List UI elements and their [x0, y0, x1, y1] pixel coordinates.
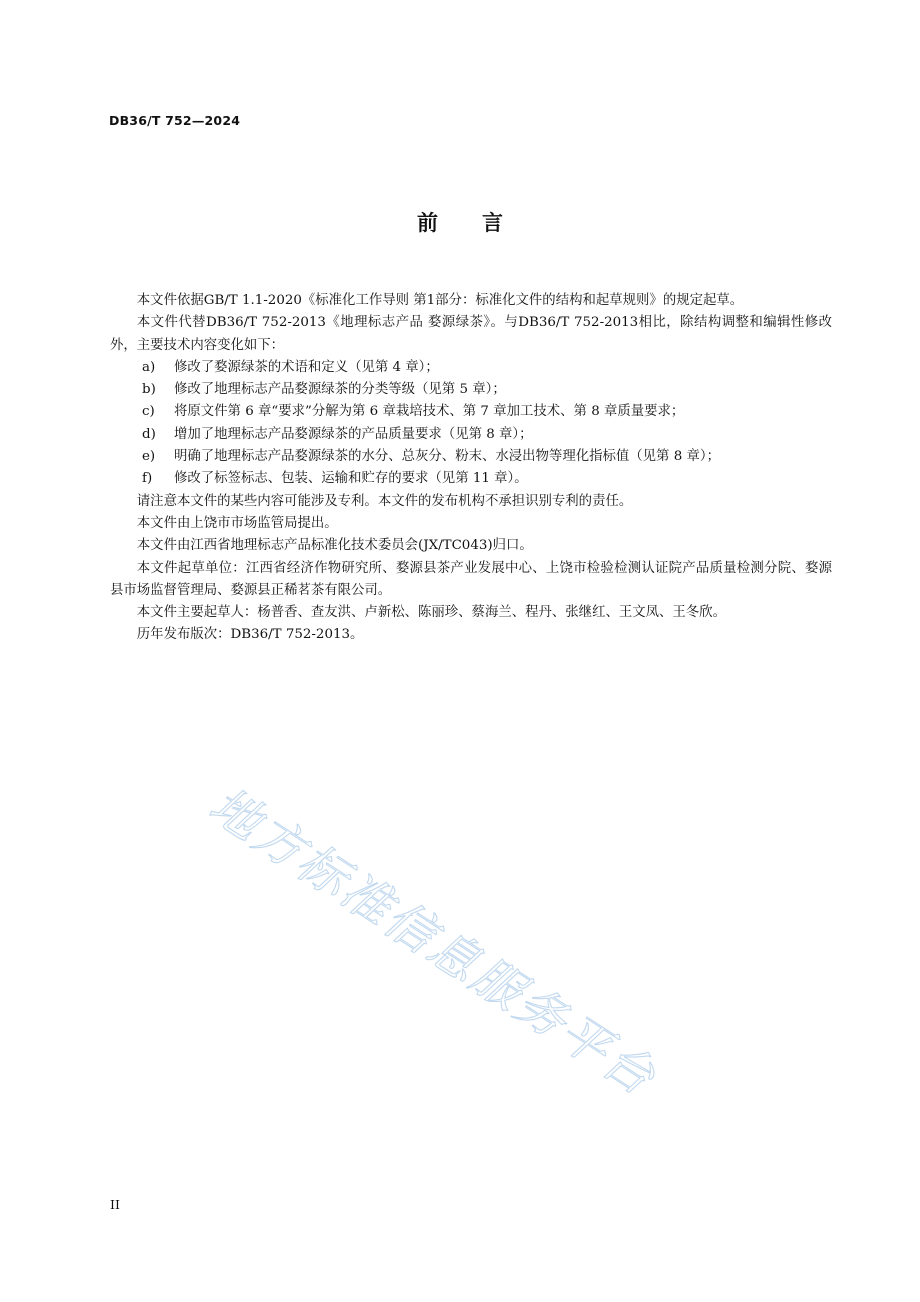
list-item [110, 401, 832, 423]
paragraph-drafters: 本文件主要起草人：杨普香、查友洪、卢新松、陈丽珍、蔡海兰、程丹、张继红、王文凤、王冬欣。 [136, 605, 726, 621]
paragraph-proposed-by: 本文件由上饶市市场监管局提出。 [136, 515, 338, 531]
list-item [110, 468, 832, 490]
list-marker: c) [142, 404, 155, 420]
change-list [110, 357, 832, 491]
page-number: II [110, 1197, 120, 1212]
list-marker: a) [142, 359, 156, 375]
list-text: 明确了地理标志产品婺源绿茶的水分、总灰分、粉末、水浸出物等理化指标值（见第 8 章）； [174, 449, 720, 465]
header-doc-code: DB36/T 752—2024 [109, 113, 241, 128]
list-text: 将原文件第 6 章“要求”分解为第 6 章栽培技术、第 7 章加工技术、第 8 章质量要求； [174, 404, 685, 420]
list-marker: e) [142, 449, 156, 465]
paragraph-basis: 本文件依据GB/T 1.1-2020《标准化工作导则 第1部分：标准化文件的结构和起草规则》的规定起草。 [136, 293, 744, 308]
list-item [110, 446, 832, 468]
paragraph-history: 历年发布版次：DB36/T 752-2013。 [136, 627, 364, 643]
list-marker: d) [142, 426, 156, 442]
paragraph-centralized-by: 本文件由江西省地理标志产品标准化技术委员会(JX/TC043)归口。 [136, 538, 533, 554]
paragraph-replaces: 本文件代替DB36/T 752-2013《地理标志产品 婺源绿茶》。与DB36/T 752-2013相比，除结构调整和编辑性修改外，主要技术内容变化如下： [110, 315, 832, 353]
foreword-content [110, 290, 832, 647]
list-text: 修改了地理标志产品婺源绿茶的分类等级（见第 5 章）； [174, 382, 506, 398]
list-marker: b) [142, 382, 156, 398]
list-item [110, 357, 832, 379]
list-text: 修改了标签标志、包装、运输和贮存的要求（见第 11 章）。 [174, 471, 528, 487]
watermark: 地方标准信息服务平台 [199, 776, 667, 1108]
paragraph-drafting-units: 本文件起草单位：江西省经济作物研究所、婺源县茶产业发展中心、上饶市检验检测认证院产品质量检测分院、婺源县市场监督管理局、婺源县正稀茗茶有限公司。 [110, 560, 832, 598]
list-item [110, 424, 832, 446]
list-marker: f) [142, 471, 153, 487]
list-text: 修改了婺源绿茶的术语和定义（见第 4 章）； [174, 359, 439, 375]
page-title: 前言 [417, 211, 547, 235]
paragraph-patent: 请注意本文件的某些内容可能涉及专利。本文件的发布机构不承担识别专利的责任。 [136, 493, 633, 509]
list-item [110, 379, 832, 401]
list-text: 增加了地理标志产品婺源绿茶的产品质量要求（见第 8 章）； [174, 426, 533, 442]
